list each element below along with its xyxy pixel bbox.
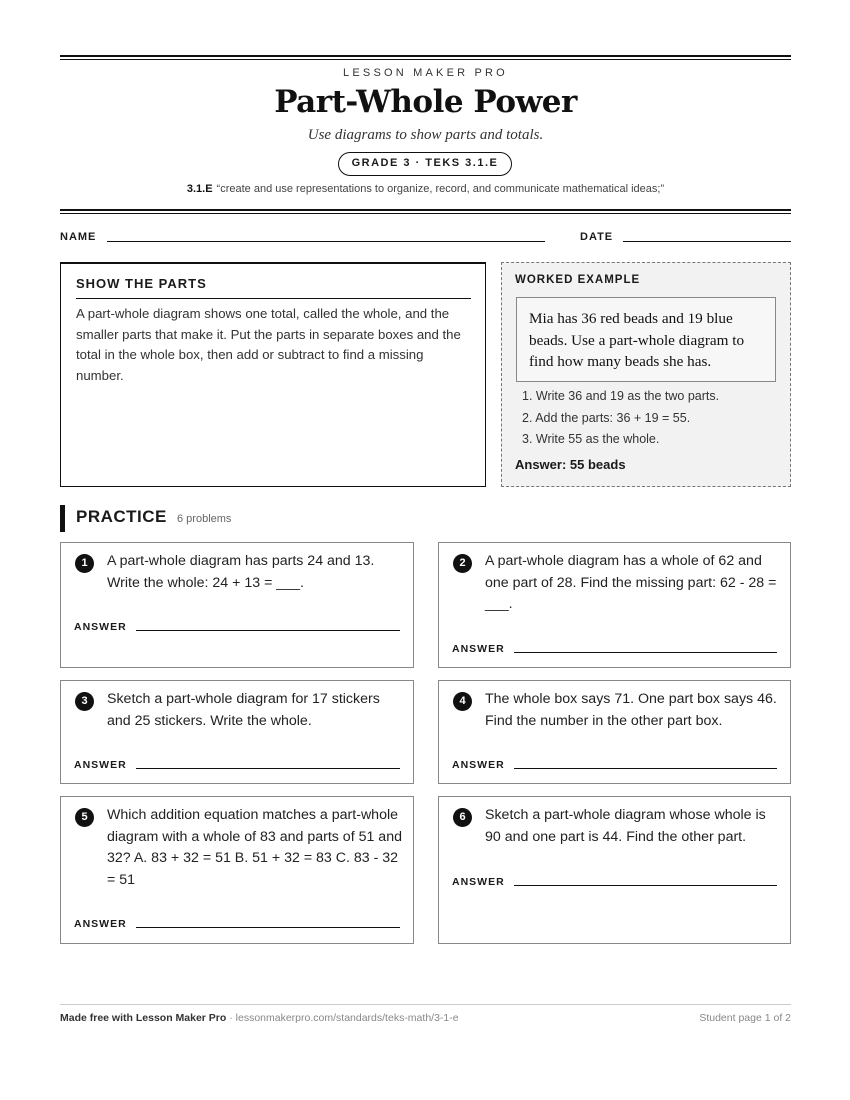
problem-card-2 <box>438 542 791 668</box>
date-label: DATE <box>580 231 614 243</box>
answer-field[interactable] <box>136 768 400 769</box>
problem-number-badge: 5 <box>75 808 94 827</box>
worked-step: 3. Write 55 as the whole. <box>522 432 660 446</box>
worked-example-answer: Answer: 55 beads <box>515 457 626 472</box>
standard-line <box>60 183 791 195</box>
problem-number-badge: 1 <box>75 554 94 573</box>
worked-example-steps <box>522 386 719 451</box>
problem-number-badge: 4 <box>453 692 472 711</box>
grade-badge: GRADE 3 · TEKS 3.1.E <box>338 152 512 176</box>
answer-field[interactable] <box>136 630 400 631</box>
show-the-parts-body: A part-whole diagram shows one total, called the whole, and the smaller parts that make it. Put the parts in separate boxes and the total in the whole box, then add or subtract to find a missing number. <box>76 306 461 383</box>
footer-credit: Made free with Lesson Maker Pro · lessonmakerpro.com/standards/teks-math/3-1-e <box>60 1012 459 1024</box>
answer-label: ANSWER <box>452 759 505 771</box>
answer-label: ANSWER <box>452 876 505 888</box>
worked-example-title: WORKED EXAMPLE <box>515 274 641 286</box>
footer-made-with: Made free with Lesson Maker Pro <box>60 1012 227 1024</box>
page-subtitle: Use diagrams to show parts and totals. <box>307 127 544 143</box>
problem-text: Sketch a part-whole diagram for 17 stickers and 25 stickers. Write the whole. <box>107 691 380 729</box>
practice-count: 6 problems <box>177 513 232 525</box>
standard-text: “create and use representations to organize, record, and communicate mathematical ideas;” <box>216 183 665 195</box>
problem-number-badge: 3 <box>75 692 94 711</box>
answer-label: ANSWER <box>74 621 127 633</box>
worked-step: 1. Write 36 and 19 as the two parts. <box>522 389 720 403</box>
answer-field[interactable] <box>514 768 777 769</box>
problem-card-6 <box>438 796 791 944</box>
show-the-parts-rule <box>76 298 471 299</box>
show-the-parts-title: SHOW THE PARTS <box>76 276 207 291</box>
page-title: Part-Whole Power <box>274 84 577 120</box>
practice-title: PRACTICE <box>76 507 167 526</box>
header-double-rule <box>60 209 791 214</box>
problem-text: A part-whole diagram has parts 24 and 13. Write the whole: 24 + 13 = ___. <box>107 553 375 591</box>
problem-card-1 <box>60 542 414 668</box>
footer-rule <box>60 1004 791 1005</box>
answer-field[interactable] <box>514 652 777 653</box>
answer-label: ANSWER <box>452 643 505 655</box>
problem-card-3 <box>60 680 414 784</box>
name-label: NAME <box>60 231 97 243</box>
answer-label: ANSWER <box>74 759 127 771</box>
top-double-rule <box>60 55 791 60</box>
problem-number-badge: 2 <box>453 554 472 573</box>
footer-url[interactable]: lessonmakerpro.com/standards/teks-math/3-1-e <box>235 1012 459 1024</box>
date-field[interactable] <box>623 241 791 242</box>
problem-text: Sketch a part-whole diagram whose whole is 90 and one part is 44. Find the other part. <box>485 807 766 845</box>
footer-page-number: Student page 1 of 2 <box>699 1012 791 1024</box>
answer-field[interactable] <box>514 885 777 886</box>
worked-example-box <box>501 262 791 487</box>
standard-code: 3.1.E <box>186 183 213 195</box>
answer-label: ANSWER <box>74 918 127 930</box>
name-field[interactable] <box>107 241 545 242</box>
problem-text: The whole box says 71. One part box says 46. Find the number in the other part box. <box>485 691 777 729</box>
brand-name: LESSON MAKER PRO <box>343 67 508 79</box>
show-the-parts-box <box>60 262 486 487</box>
worked-example-problem: Mia has 36 red beads and 19 blue beads. Use a part-whole diagram to find how many beads she has. <box>516 297 776 382</box>
problem-card-5 <box>60 796 414 944</box>
problem-card-4 <box>438 680 791 784</box>
problem-text: A part-whole diagram has a whole of 62 and one part of 28. Find the missing part: 62 - 28 = ___. <box>485 553 777 612</box>
practice-accent-bar <box>60 505 65 532</box>
problem-number-badge: 6 <box>453 808 472 827</box>
problem-text: Which addition equation matches a part-whole diagram with a whole of 83 and parts of 51 and 32? A. 83 + 32 = 51 B. 51 + 32 = 83 C. 83 - 32 = 51 <box>107 807 402 888</box>
answer-field[interactable] <box>136 927 400 928</box>
worked-step: 2. Add the parts: 36 + 19 = 55. <box>522 410 691 425</box>
